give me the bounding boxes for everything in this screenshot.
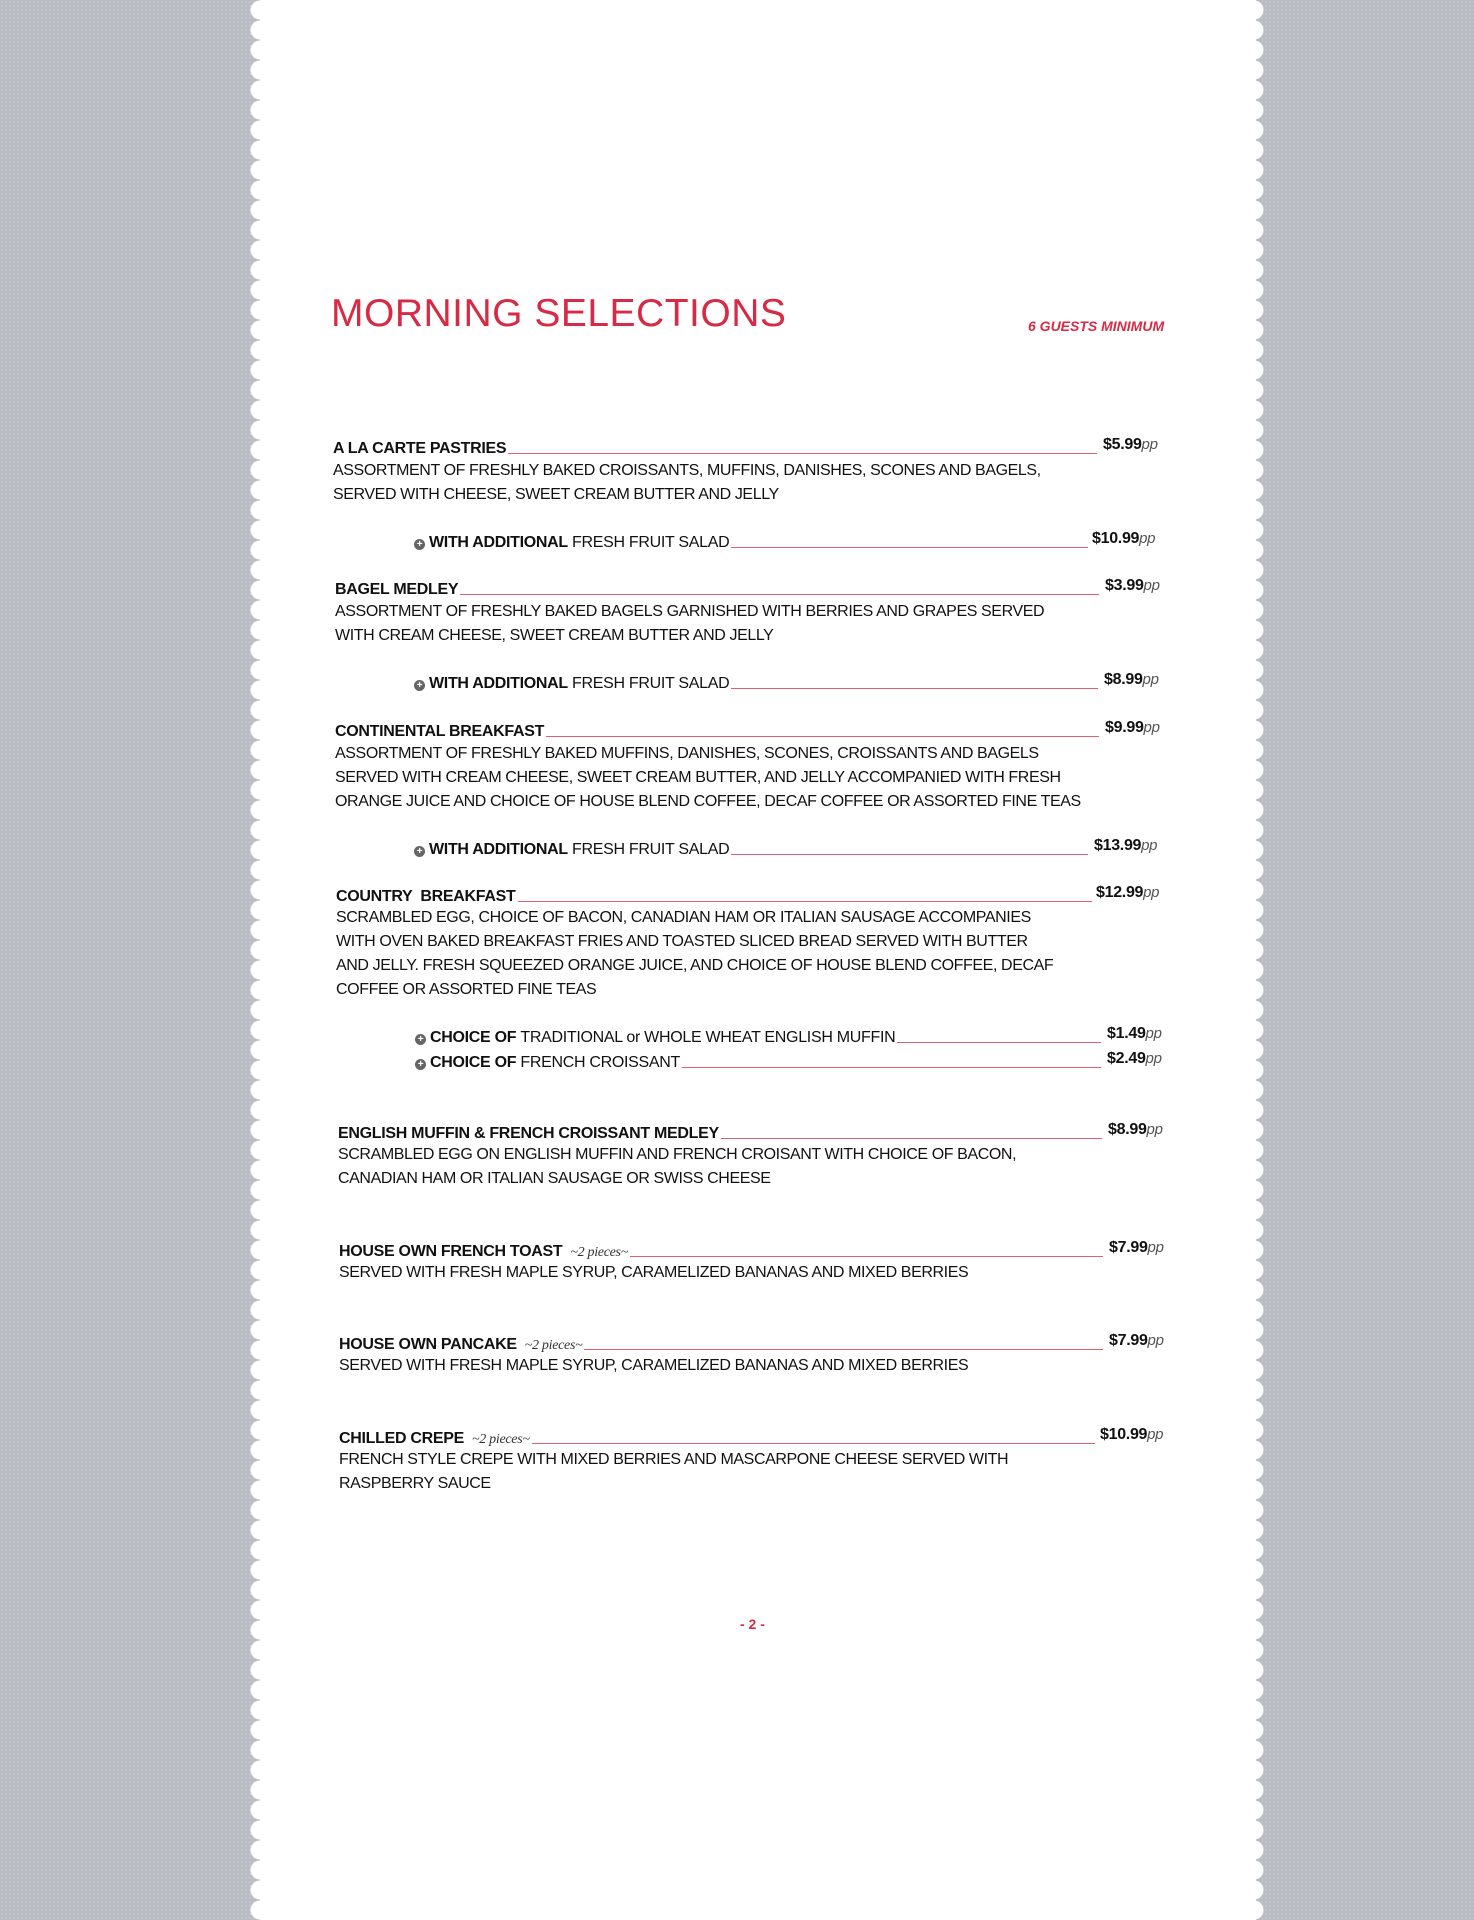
leader-line (731, 688, 1098, 689)
addon-price: $1.49pp (1107, 1025, 1162, 1042)
addon-price: $8.99pp (1104, 671, 1159, 688)
item-price: $10.99pp (1100, 1426, 1164, 1443)
guests-minimum-note: 6 GUESTS MINIMUM (1028, 318, 1165, 334)
leader-line (508, 453, 1097, 454)
addon-row: + CHOICE OF TRADITIONAL or WHOLE WHEAT ENGLISH MUFFIN (415, 1025, 1103, 1047)
addon-row: + WITH ADDITIONAL FRESH FRUIT SALAD (414, 671, 1100, 693)
item-name: HOUSE OWN PANCAKE (339, 1336, 517, 1353)
scalloped-edge-left (248, 0, 264, 1920)
pieces-note: ~2 pieces~ (524, 1338, 583, 1353)
item-description: AND JELLY. FRESH SQUEEZED ORANGE JUICE, AND CHOICE OF HOUSE BLEND COFFEE, DECAF (336, 957, 1054, 974)
item-name: HOUSE OWN FRENCH TOAST (339, 1243, 563, 1260)
item-description: SCRAMBLED EGG ON ENGLISH MUFFIN AND FRENCH CROISANT WITH CHOICE OF BACON, (338, 1146, 1017, 1163)
item-description: FRENCH STYLE CREPE WITH MIXED BERRIES AND MASCARPONE CHEESE SERVED WITH (339, 1451, 1009, 1468)
item-name: BAGEL MEDLEY (335, 581, 459, 598)
addon-price: $13.99pp (1094, 837, 1158, 854)
addon-row: + CHOICE OF FRENCH CROISSANT (415, 1050, 1103, 1072)
plus-circle-icon: + (414, 539, 425, 550)
leader-line (731, 854, 1088, 855)
item-name: A LA CARTE PASTRIES (333, 440, 507, 457)
item-price: $8.99pp (1108, 1121, 1163, 1138)
pieces-note: ~2 pieces~ (472, 1432, 530, 1447)
leader-line (532, 1443, 1095, 1444)
plus-circle-icon: + (415, 1059, 426, 1070)
item-price: $7.99pp (1109, 1332, 1164, 1349)
item-description: ASSORTMENT OF FRESHLY BAKED MUFFINS, DANISHES, SCONES, CROISSANTS AND BAGELS (335, 745, 1039, 762)
menu-item-heading (335, 577, 1101, 599)
item-name: CHILLED CREPE (339, 1430, 464, 1447)
leader-line (460, 594, 1099, 595)
item-price: $7.99pp (1109, 1239, 1164, 1256)
item-description: ORANGE JUICE AND CHOICE OF HOUSE BLEND COFFEE, DECAF COFFEE OR ASSORTED FINE TEAS (335, 793, 1081, 810)
item-price: $5.99pp (1103, 436, 1158, 453)
plus-circle-icon: + (414, 846, 425, 857)
leader-line (584, 1349, 1103, 1350)
plus-circle-icon: + (414, 680, 425, 691)
item-description: SERVED WITH FRESH MAPLE SYRUP, CARAMELIZED BANANAS AND MIXED BERRIES (339, 1264, 969, 1281)
item-description: WITH CREAM CHEESE, SWEET CREAM BUTTER AND JELLY (335, 627, 774, 644)
item-description: SERVED WITH FRESH MAPLE SYRUP, CARAMELIZED BANANAS AND MIXED BERRIES (339, 1357, 969, 1374)
leader-line (721, 1138, 1102, 1139)
addon-price: $10.99pp (1092, 530, 1156, 547)
leader-line (897, 1042, 1101, 1043)
menu-item-heading (335, 719, 1101, 741)
menu-item-heading (339, 1239, 1105, 1261)
menu-item-heading (339, 1426, 1097, 1448)
menu-item-heading (336, 884, 1094, 906)
leader-line (630, 1256, 1103, 1257)
item-description: COFFEE OR ASSORTED FINE TEAS (336, 981, 597, 998)
menu-item-heading (338, 1121, 1104, 1143)
item-description: WITH OVEN BAKED BREAKFAST FRIES AND TOASTED SLICED BREAD SERVED WITH BUTTER (336, 933, 1028, 950)
page-title: MORNING SELECTIONS (331, 292, 787, 335)
addon-row: + WITH ADDITIONAL FRESH FRUIT SALAD (414, 530, 1090, 552)
menu-item-heading (333, 436, 1099, 458)
item-name: COUNTRY BREAKFAST (336, 888, 516, 905)
menu-item-heading (339, 1332, 1105, 1354)
item-price: $3.99pp (1105, 577, 1160, 594)
addon-row: + WITH ADDITIONAL FRESH FRUIT SALAD (414, 837, 1090, 859)
item-description: RASPBERRY SAUCE (339, 1475, 491, 1492)
item-price: $9.99pp (1105, 719, 1160, 736)
scalloped-edge-right (1250, 0, 1266, 1920)
plus-circle-icon: + (415, 1034, 426, 1045)
item-description: SERVED WITH CHEESE, SWEET CREAM BUTTER AND JELLY (333, 486, 779, 503)
item-name: CONTINENTAL BREAKFAST (335, 723, 545, 740)
pieces-note: ~2 pieces~ (570, 1245, 628, 1260)
leader-line (682, 1067, 1101, 1068)
item-description: SCRAMBLED EGG, CHOICE OF BACON, CANADIAN HAM OR ITALIAN SAUSAGE ACCOMPANIES (336, 909, 1031, 926)
addon-price: $2.49pp (1107, 1050, 1162, 1067)
item-price: $12.99pp (1096, 884, 1160, 901)
leader-line (546, 736, 1099, 737)
item-name: ENGLISH MUFFIN & FRENCH CROISSANT MEDLEY (338, 1125, 719, 1142)
item-description: ASSORTMENT OF FRESHLY BAKED CROISSANTS, MUFFINS, DANISHES, SCONES AND BAGELS, (333, 462, 1041, 479)
leader-line (731, 547, 1088, 548)
item-description: SERVED WITH CREAM CHEESE, SWEET CREAM BUTTER, AND JELLY ACCOMPANIED WITH FRESH (335, 769, 1061, 786)
leader-line (518, 901, 1093, 902)
item-description: ASSORTMENT OF FRESHLY BAKED BAGELS GARNISHED WITH BERRIES AND GRAPES SERVED (335, 603, 1045, 620)
page-number: - 2 - (740, 1616, 765, 1632)
item-description: CANADIAN HAM OR ITALIAN SAUSAGE OR SWISS CHEESE (338, 1170, 771, 1187)
